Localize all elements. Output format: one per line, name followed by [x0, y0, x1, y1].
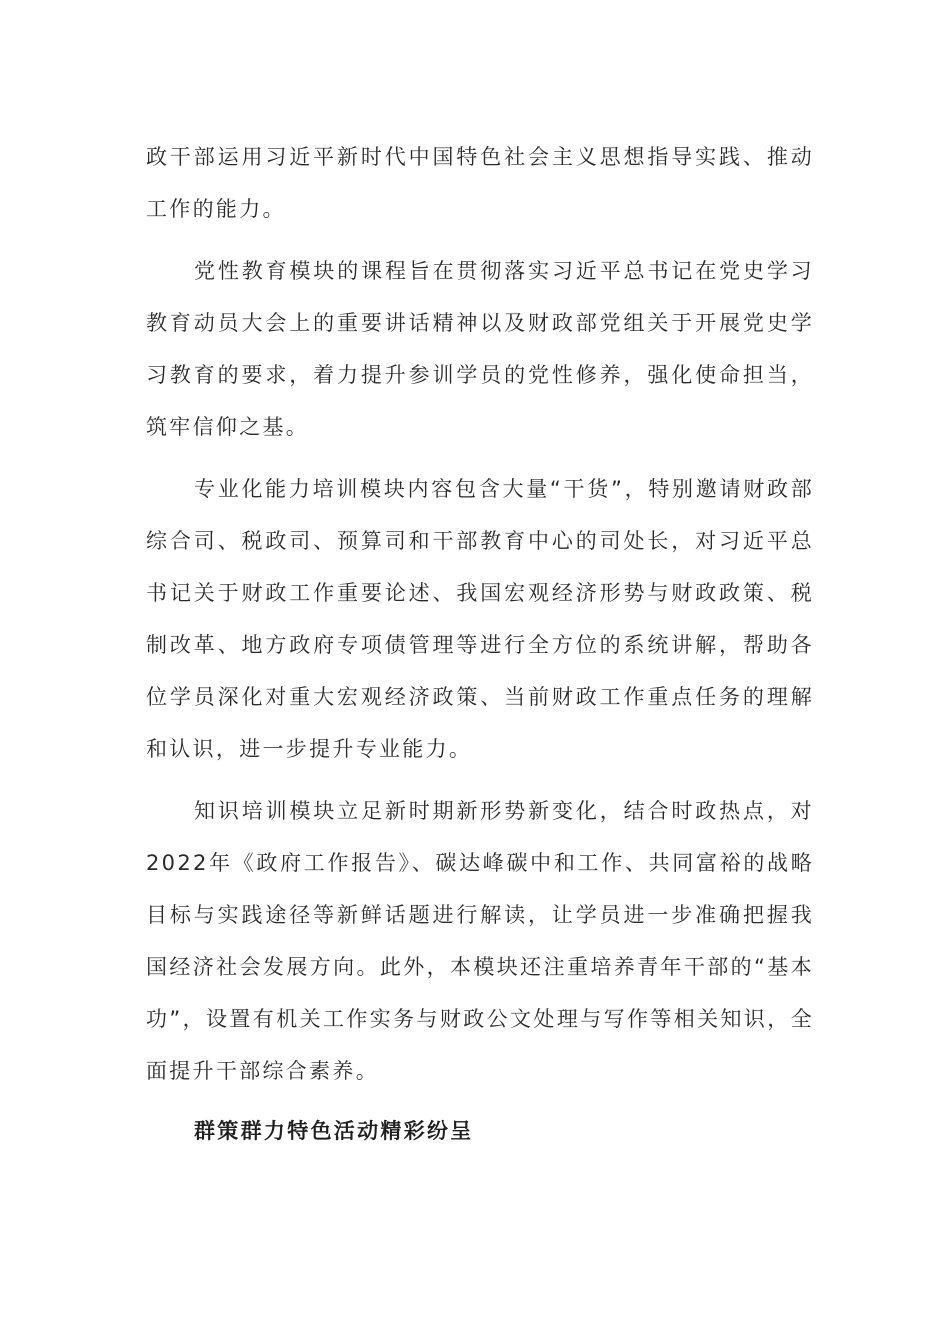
paragraph-professional-training: 专业化能力培训模块内容包含大量“干货”，特别邀请财政部综合司、税政司、预算司和干部教育中心的司处长，对习近平总书记关于财政工作重要论述、我国宏观经济形势与财政政策、税制改革、地方政府专项债管理等进行全方位的系统讲解，帮助各位学员深化对重大宏观经济政策、当前财政工作重点任务的理解和认识，进一步提升专业能力。 [146, 477, 814, 761]
paragraph-party-education: 党性教育模块的课程旨在贯彻落实习近平总书记在党史学习教育动员大会上的重要讲话精神以及财政部党组关于开展党史学习教育的要求，着力提升参训学员的党性修养，强化使命担当，筑牢信仰之基。 [146, 259, 814, 439]
paragraph-continuation: 政干部运用习近平新时代中国特色社会主义思想指导实践、推动工作的能力。 [146, 145, 814, 221]
section-heading: 群策群力特色活动精彩纷呈 [194, 1119, 474, 1143]
document-body [146, 131, 814, 1157]
paragraph-knowledge-training: 知识培训模块立足新时期新形势新变化，结合时政热点，对2022年《政府工作报告》、碳达峰碳中和工作、共同富裕的战略目标与实践途径等新鲜话题进行解读，让学员进一步准确把握我国经济社会发展方向。此外，本模块还注重培养青年干部的“基本功”，设置有机关工作实务与财政公文处理与写作等相关知识，全面提升干部综合素养。 [146, 799, 814, 1083]
